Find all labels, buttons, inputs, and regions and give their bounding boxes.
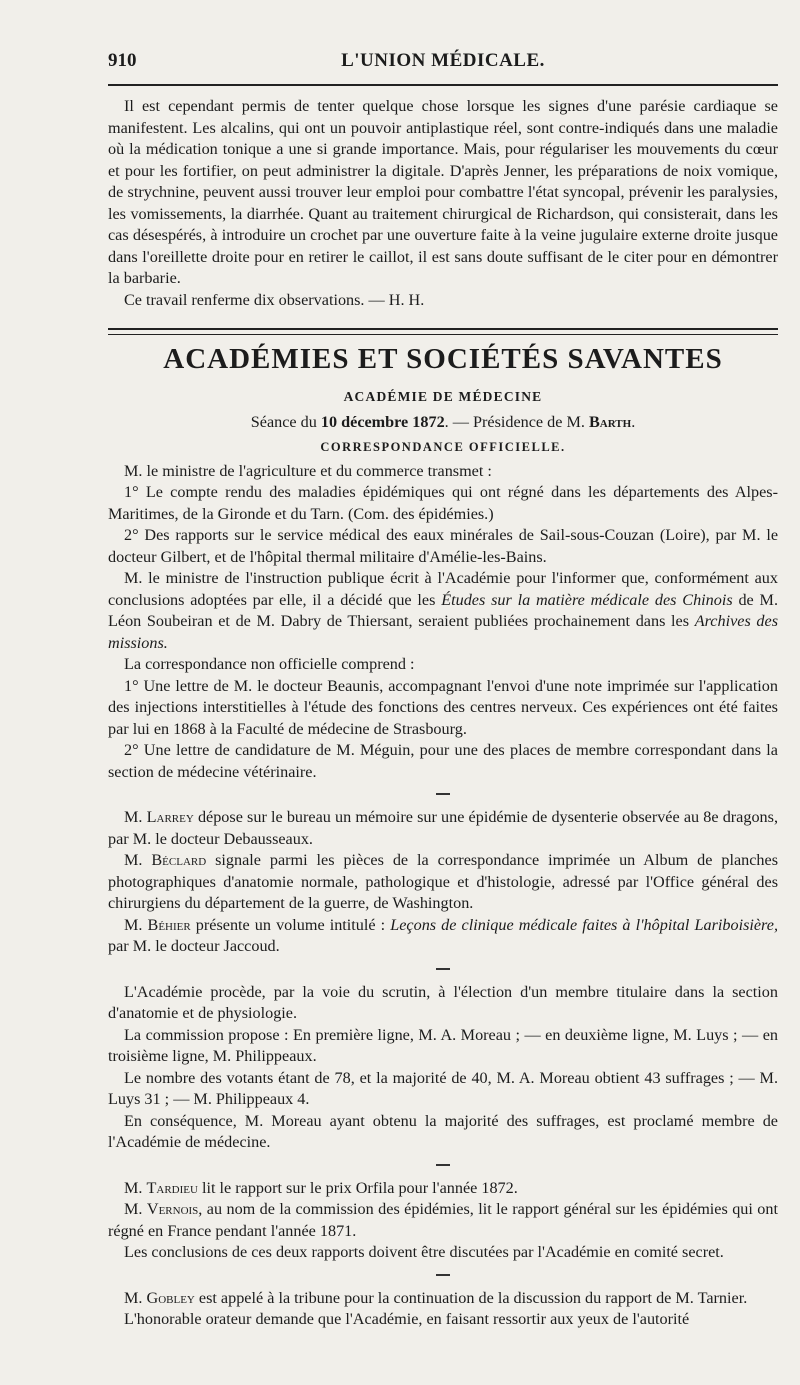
- paragraph: M. Béclard signale parmi les pièces de la correspondance imprimée un Album de planches photographiques d'anatomie normale, pathologique et d'histologie, adressé par l'Office général des chirurgiens du département de la guerre, de Washington.: [108, 851, 779, 912]
- paragraph: 2° Des rapports sur le service médical des eaux minérales de Sail-sous-Couzan (Loire), par M. le docteur Gilbert, et de l'hôpital thermal militaire d'Amélie-les-Bains.: [108, 526, 778, 566]
- page-number: 910: [108, 50, 137, 71]
- header-rule: [108, 84, 778, 86]
- paragraph: L'honorable orateur demande que l'Académie, en faisant ressortir aux yeux de l'autorité: [124, 1310, 690, 1328]
- academy-heading: ACADÉMIE DE MÉDECINE: [343, 389, 543, 404]
- speaker-name: Vernois: [146, 1200, 199, 1218]
- paragraph: 1° Le compte rendu des maladies épidémiques qui ont régné dans les départements des Alpes-Maritimes, de la Gironde et du Tarn. (Com. des épidémies.): [108, 483, 778, 523]
- separator: [436, 1164, 450, 1166]
- paragraph: Le nombre des votants étant de 78, et la majorité de 40, M. A. Moreau obtient 43 suffrages ; — M. Luys 31 ; — M. Philippeaux 4.: [108, 1068, 778, 1108]
- paragraph: La correspondance non officielle comprend :: [124, 655, 415, 673]
- running-header: [108, 50, 778, 76]
- article-closing: Ce travail renferme dix observations. — H. H.: [124, 290, 425, 309]
- book-title: Études sur la matière médicale des Chinois: [441, 590, 733, 609]
- section-rule-bottom: [108, 334, 778, 335]
- journal-title: L'UNION MÉDICALE.: [341, 50, 545, 71]
- session-date: 10 décembre 1872: [320, 412, 445, 431]
- paragraph: M. Gobley est appelé à la tribune pour la continuation de la discussion du rapport de M. Tarnier.: [124, 1288, 748, 1307]
- paragraph: L'Académie procède, par la voie du scrutin, à l'élection d'un membre titulaire dans la section d'anatomie et de physiologie.: [108, 982, 778, 1022]
- speaker-name: Larrey: [146, 808, 194, 826]
- paragraph: M. Béhier présente un volume intitulé : Leçons de clinique médicale faites à l'hôpital Lariboisière, par M. le docteur Jaccoud.: [108, 915, 778, 955]
- section-title: ACADÉMIES ET SOCIÉTÉS SAVANTES: [163, 343, 723, 375]
- section-rule-top: [108, 328, 778, 330]
- paragraph: M. Tardieu lit le rapport sur le prix Orfila pour l'année 1872.: [124, 1178, 518, 1197]
- paragraph: M. le ministre de l'agriculture et du commerce transmet :: [124, 461, 492, 480]
- paragraph: En conséquence, M. Moreau ayant obtenu la majorité des suffrages, est proclamé membre de l'Académie de médecine.: [108, 1111, 778, 1151]
- speaker-name: Béclard: [151, 851, 207, 869]
- paragraph: La commission propose : En première ligne, M. A. Moreau ; — en deuxième ligne, M. Luys ; — en troisième ligne, M. Philippeaux.: [108, 1025, 778, 1065]
- separator: [436, 793, 450, 795]
- speaker-name: Gobley: [146, 1288, 195, 1307]
- book-title: Leçons de clinique médicale faites à l'hôpital Lariboisière,: [390, 915, 778, 934]
- paragraph: 2° Une lettre de candidature de M. Méguin, pour une des places de membre correspondant dans la section de médecine vétérinaire.: [108, 741, 778, 781]
- publication-title: Archives des missions.: [108, 612, 778, 652]
- paragraph: Les conclusions de ces deux rapports doivent être discutées par l'Académie en comité secret.: [124, 1243, 724, 1261]
- session-line: Séance du 10 décembre 1872. — Présidence de M. Barth.: [250, 412, 636, 431]
- paragraph: 1° Une lettre de M. le docteur Beaunis, accompagnant l'envoi d'une note imprimée sur l'application des injections interstitielles à l'étude des fonctions des centres nerveux. Ces expériences ont été faites par lui en 1868 à la Faculté de médecine de Strasbourg.: [108, 676, 778, 738]
- paragraph: M. le ministre de l'instruction publique écrit à l'Académie pour l'informer que, conformément aux conclusions adoptées par elle, il a décidé que les Études sur la matière médicale des Chinois de M. Léon Soubeiran et de M. Dabry de Thiersant, seraient publiées prochainement dans les Archives des missions.: [108, 569, 778, 652]
- speaker-name: Tardieu: [146, 1178, 198, 1197]
- separator: [436, 1274, 450, 1276]
- separator: [436, 968, 450, 970]
- speaker-name: Béhier: [147, 915, 191, 934]
- correspondence-heading: CORRESPONDANCE OFFICIELLE.: [320, 440, 566, 454]
- top-article-end: [108, 96, 778, 311]
- paragraph: M. Larrey dépose sur le bureau un mémoire sur une épidémie de dysenterie observée au 8e dragons, par M. le docteur Debausseaux.: [108, 808, 778, 848]
- paragraph: M. Vernois, au nom de la commission des épidémies, lit le rapport général sur les épidémies qui ont régné en France pendant l'année 1871.: [108, 1200, 778, 1240]
- paragraph: Il est cependant permis de tenter quelque chose lorsque les signes d'une parésie cardiaque se manifestent. Les alcalins, qui ont un pouvoir antiplastique réel, sont contre-indiqués dans une maladie où la médication tonique a une si grande importance. Mais, pour régulariser les mouvements du cœur et pour les fortifier, on peut administrer la digitale. D'après Jenner, les préparations de noix vomique, de strychnine, peuvent aussi trouver leur emploi pour combattre l'état syncopal, prévenir les paralysies, les vomissements, la diarrhée. Quant au traitement chirurgical de Richardson, qui consisterait, dans les cas désespérés, à introduire un crochet par une ouverture faite à la veine jugulaire externe droite jusque dans l'oreillette droite pour en retirer le caillot, il est sans doute suffisant de le citer pour en démontrer la barbarie.: [108, 97, 778, 287]
- president-name: Barth: [588, 412, 632, 431]
- section-content: [108, 342, 778, 1331]
